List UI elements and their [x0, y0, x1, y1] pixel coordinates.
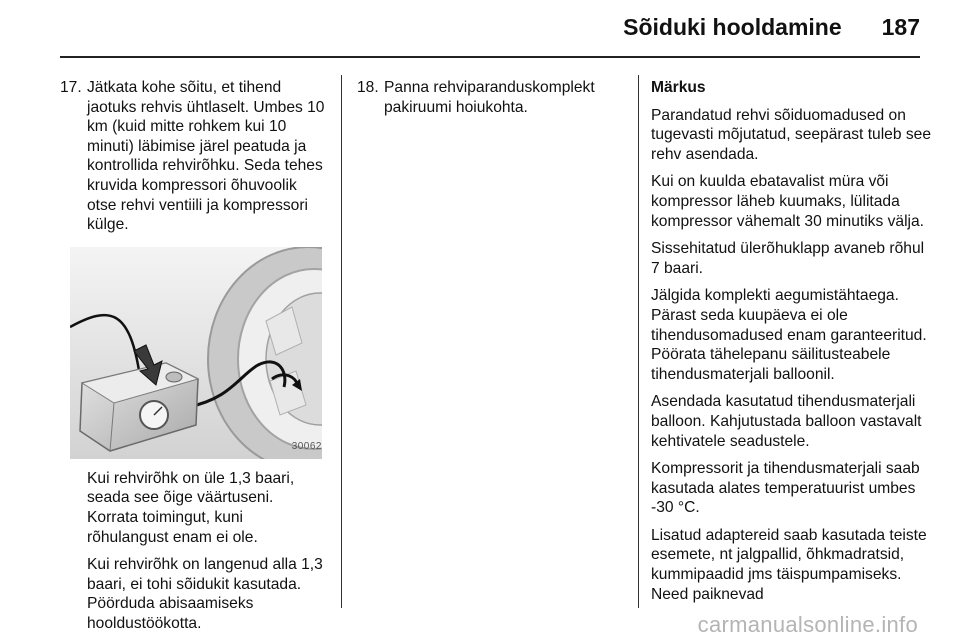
column-right	[651, 78, 931, 612]
figure-code: 30062	[291, 441, 322, 453]
watermark: carmanualsonline.info	[697, 612, 918, 637]
note-title: Märkus	[651, 79, 706, 96]
step-number: 18.	[357, 79, 379, 96]
note-paragraph: Asendada kasutatud tihendusmaterjali balloon. Kahjutustada balloon vastavalt kehtivatele seadustele.	[651, 393, 922, 450]
note-paragraph: Parandatud rehvi sõiduomadused on tugevasti mõjutatud, seepärast tuleb see rehv asendada.	[651, 106, 931, 163]
column-middle	[357, 78, 617, 117]
note-paragraph: Lisatud adaptereid saab kasutada teiste esemete, nt jalgpallid, õhkmadratsid, kummipaadid jms täispumpamiseks. Need paiknevad	[651, 526, 927, 603]
compressor-illustration	[70, 247, 322, 459]
note-paragraph: Sissehitatud ülerõhuklapp avaneb rõhul 7 baari.	[651, 240, 925, 277]
step-18	[357, 78, 617, 117]
step-17	[60, 78, 328, 235]
note-paragraph: Kompressorit ja tihendusmaterjali saab kasutada alates temperatuurist umbes -30 °C.	[651, 460, 920, 517]
step-number: 17.	[60, 79, 82, 96]
note-paragraph: Kui on kuulda ebatavalist müra või kompressor läheb kuumaks, lülitada kompressor vähemalt 30 minutiks välja.	[651, 173, 924, 230]
page-number: 187	[881, 14, 920, 40]
header-rule	[60, 56, 920, 58]
step-text: Panna rehviparanduskomplekt pakiruumi hoiukohta.	[384, 79, 595, 116]
note-paragraph: Jälgida komplekti aegumistähtaega. Pärast seda kuupäeva ei ole tihendusomadused enam garanteeritud. Pöörata tähelepanu säilitusteabele tihendusmaterjali balloonil.	[651, 287, 927, 383]
step-text: Jätkata kohe sõitu, et tihend jaotuks rehvis ühtlaselt. Umbes 10 km (kuid mitte rohkem kui 10 minuti) läbimise järel peatuda ja kontrollida rehvirõhku. Seda tehes kruvida kompressori õhuvoolik otse rehvi ventiili ja kompressori külge.	[87, 79, 325, 234]
compressor-drawing	[70, 247, 322, 459]
page-header	[623, 14, 920, 41]
paragraph: Kui rehvirõhk on üle 1,3 baari, seada see õige väärtuseni. Korrata toimingut, kuni rõhulangust enam ei ole.	[87, 469, 295, 546]
section-title: Sõiduki hooldamine	[623, 14, 842, 40]
paragraph: Kui rehvirõhk on langenud alla 1,3 baari, ei tohi sõidukit kasutada. Pöörduda abisaamiseks hooldustöökotta.	[87, 556, 323, 632]
column-divider	[638, 75, 639, 608]
column-left	[60, 78, 328, 642]
column-divider	[341, 75, 342, 608]
